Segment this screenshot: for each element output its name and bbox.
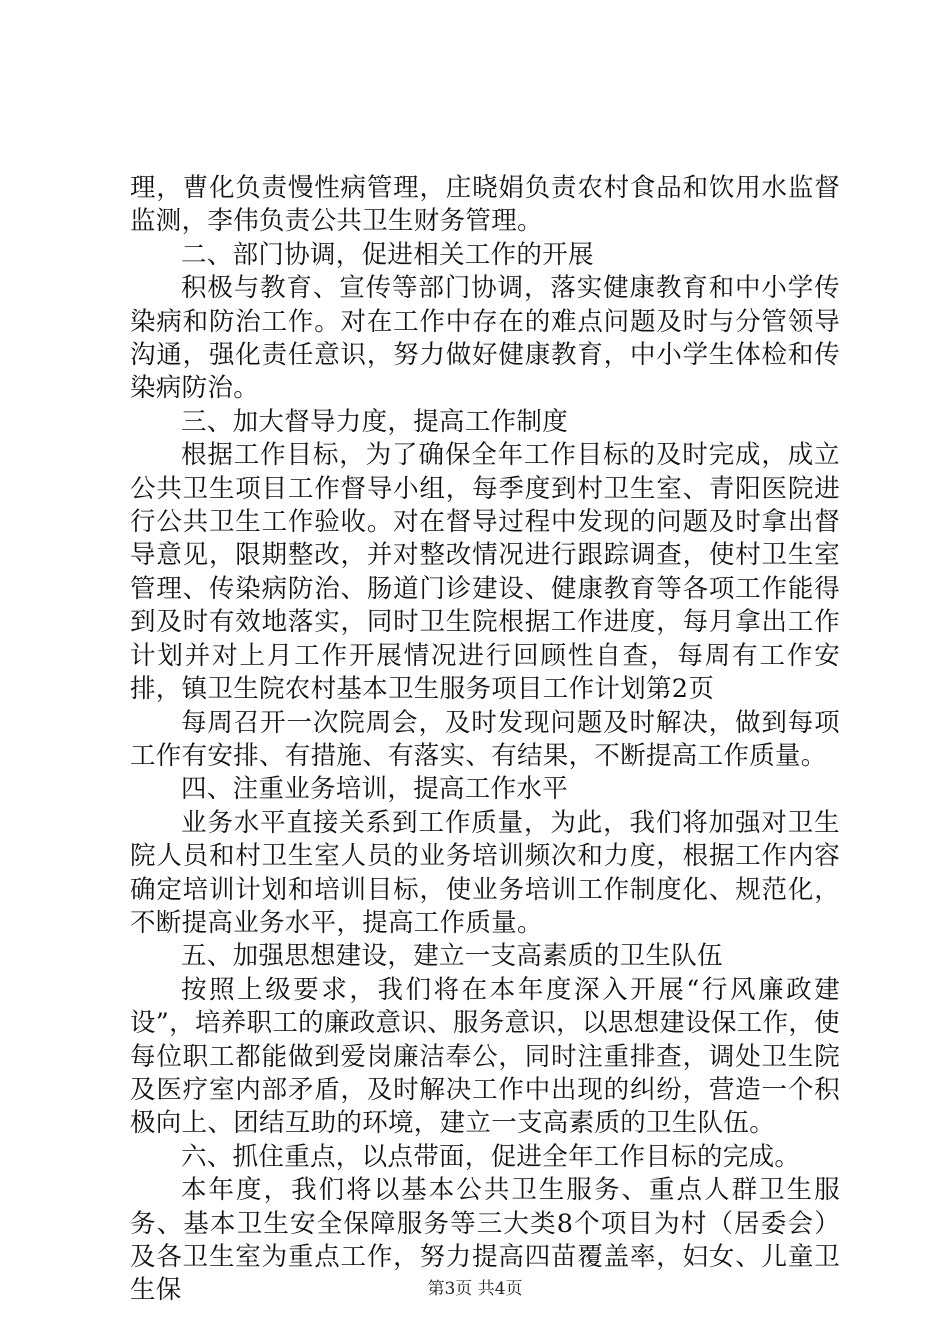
paragraph-supervision: 根据工作目标，为了确保全年工作目标的及时完成，成立公共卫生项目工作督导小组，每季度到村卫生室、青阳医院进行公共卫生工作验收。对在督导过程中发现的问题及时拿出督导意见，限期整改，并对整改情况进行跟踪调查，使村卫生室管理、传染病防治、肠道门诊建设、健康教育等各项工作能得到及时有效地落实，同时卫生院根据工作进度，每月拿出工作计划并对上月工作开展情况进行回顾性自查，每周有工作安排，镇卫生院农村基本卫生服务项目工作计划第2页 bbox=[130, 440, 840, 705]
section-heading-6: 六、抓住重点，以点带面，促进全年工作目标的完成。 bbox=[181, 1141, 801, 1172]
section-heading-2: 二、部门协调，促进相关工作的开展 bbox=[181, 239, 594, 270]
paragraph-weekly-meeting: 每周召开一次院周会，及时发现问题及时解决，做到每项工作有安排、有措施、有落实、有结果，不断提高工作质量。 bbox=[130, 707, 840, 771]
section-heading-5: 五、加强思想建设，建立一支高素质的卫生队伍 bbox=[181, 941, 723, 972]
page-number-footer: 第3页 共4页 bbox=[427, 1279, 523, 1299]
paragraph-continuation: 理，曹化负责慢性病管理，庄晓娟负责农村食品和饮用水监督监测，李伟负责公共卫生财务管理。 bbox=[130, 173, 840, 237]
section-heading-4: 四、注重业务培训，提高工作水平 bbox=[181, 774, 569, 805]
paragraph-key-work: 本年度，我们将以基本公共卫生服务、重点人群卫生服务、基本卫生安全保障服务等三大类8个项目为村（居委会）及各卫生室为重点工作，努力提高四苗覆盖率，妇女、儿童卫生保 bbox=[130, 1175, 840, 1306]
paragraph-ideology: 按照上级要求，我们将在本年度深入开展“行风廉政建设”，培养职工的廉政意识、服务意识，以思想建设保工作，使每位职工都能做到爱岗廉洁奉公，同时注重排查，调处卫生院及医疗室内部矛盾，及时解决工作中出现的纠纷，营造一个积极向上、团结互助的环境，建立一支高素质的卫生队伍。 bbox=[130, 974, 840, 1139]
paragraph-department-coordination: 积极与教育、宣传等部门协调，落实健康教育和中小学传染病和防治工作。对在工作中存在的难点问题及时与分管领导沟通，强化责任意识，努力做好健康教育，中小学生体检和传染病防治。 bbox=[130, 273, 840, 404]
section-heading-3: 三、加大督导力度，提高工作制度 bbox=[181, 406, 569, 437]
paragraph-training: 业务水平直接关系到工作质量，为此，我们将加强对卫生院人员和村卫生室人员的业务培训频次和力度，根据工作内容确定培训计划和培训目标，使业务培训工作制度化、规范化，不断提高业务水平，提高工作质量。 bbox=[130, 807, 840, 938]
document-body bbox=[130, 172, 840, 1308]
